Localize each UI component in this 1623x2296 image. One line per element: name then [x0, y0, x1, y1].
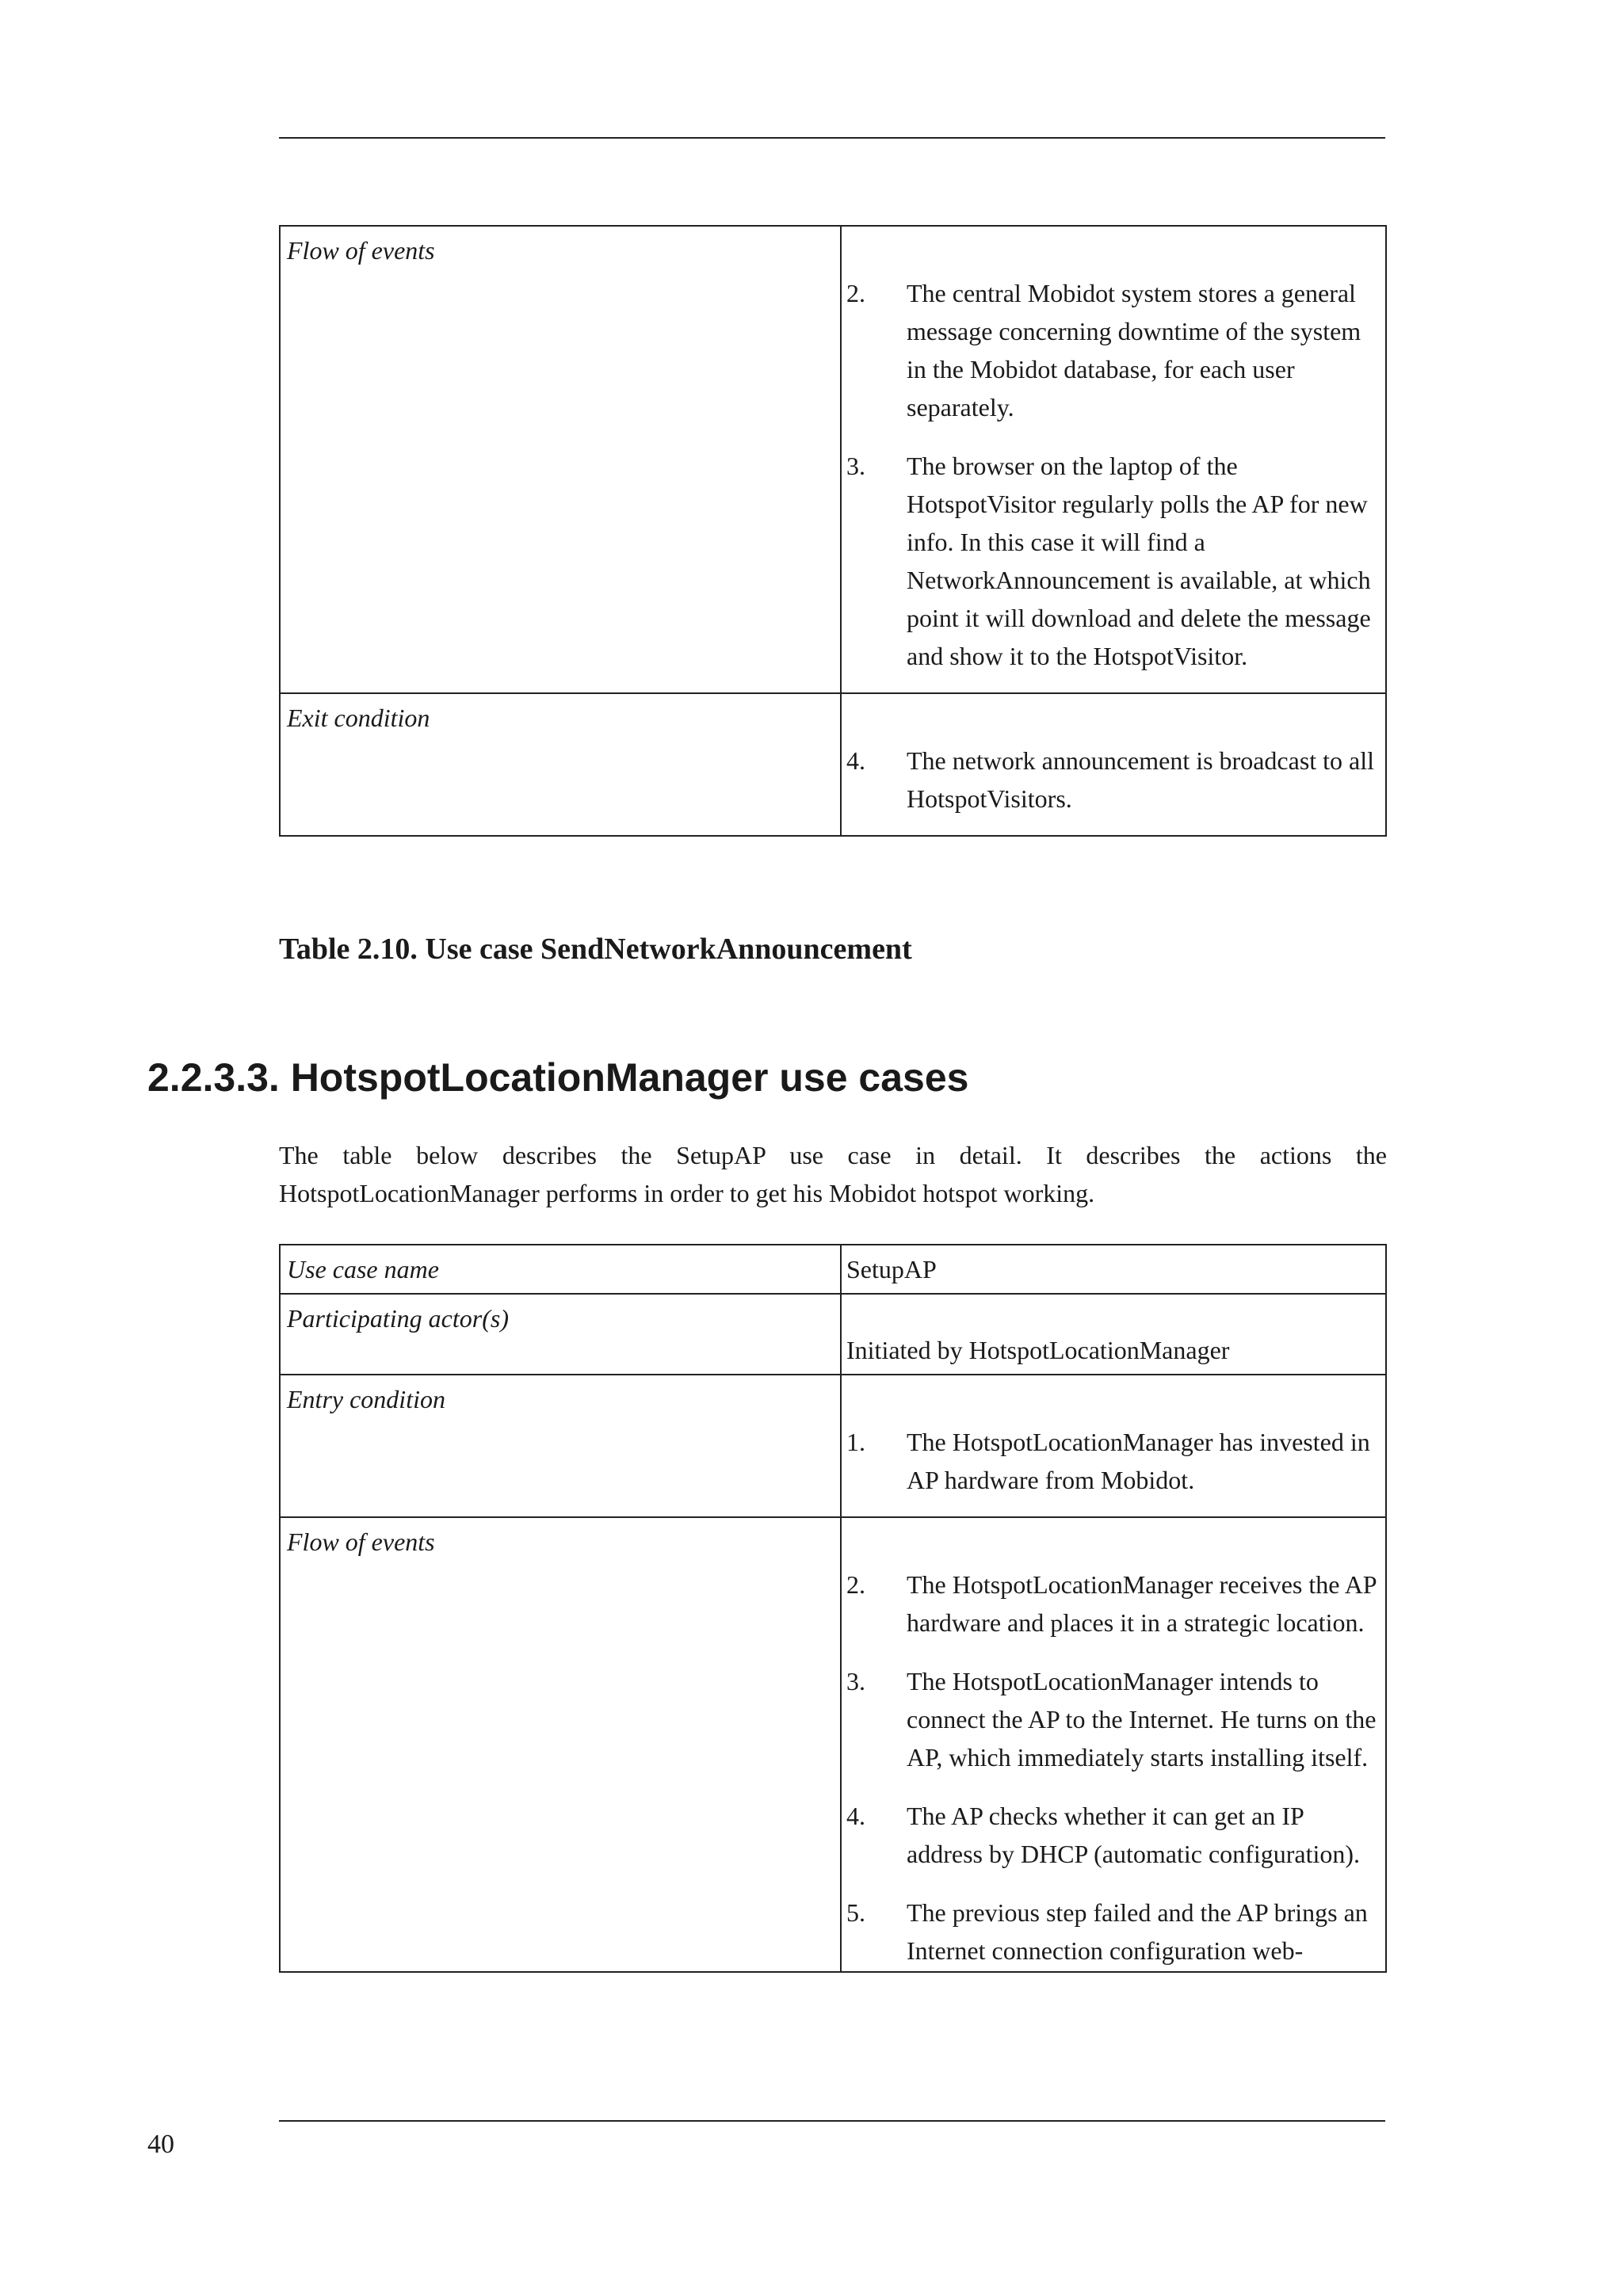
- footer-rule: [279, 2120, 1385, 2122]
- table-row: [280, 1294, 1386, 1375]
- page-number: 40: [147, 2130, 174, 2159]
- row-label: Use case name: [280, 1245, 841, 1294]
- row-value: [841, 226, 1386, 693]
- row-label: Entry condition: [280, 1375, 841, 1517]
- row-value: Initiated by HotspotLocationManager: [841, 1294, 1386, 1375]
- list-item: 1. The HotspotLocationManager has invested in AP hardware from Mobidot.: [846, 1428, 1370, 1494]
- list-item: 3. The browser on the laptop of the HotspotVisitor regularly polls the AP for new info. In this case it will find a NetworkAnnouncement is available, at which point it will download and delete the message and show it to the HotspotVisitor.: [846, 452, 1371, 670]
- intro-paragraph: The table below describes the SetupAP use case in detail. It describes the actions the HotspotLocationManager performs in order to get his Mobidot hotspot working.: [279, 1141, 1387, 1207]
- row-label: Flow of events: [280, 226, 841, 693]
- row-label: Participating actor(s): [280, 1294, 841, 1375]
- table-row: [280, 693, 1386, 836]
- table-row: [280, 1375, 1386, 1517]
- use-case-table-continued: [279, 225, 1387, 837]
- row-label: Exit condition: [280, 693, 841, 836]
- list-item: 2. The central Mobidot system stores a general message concerning downtime of the system in the Mobidot database, for each user separately.: [846, 279, 1361, 421]
- table-row: [280, 226, 1386, 693]
- list-item: 3. The HotspotLocationManager intends to connect the AP to the Internet. He turns on the AP, which immediately starts installing itself.: [846, 1667, 1377, 1772]
- table-row: [280, 1245, 1386, 1294]
- use-case-table-setupap: [279, 1244, 1387, 1973]
- header-rule: [279, 137, 1385, 139]
- row-label: Flow of events: [280, 1517, 841, 1972]
- row-value: [841, 693, 1386, 836]
- row-value: SetupAP: [841, 1245, 1386, 1294]
- row-value: [841, 1375, 1386, 1517]
- section-heading: 2.2.3.3. HotspotLocationManager use cases: [147, 1055, 969, 1100]
- list-item: 4. The AP checks whether it can get an IP address by DHCP (automatic configuration).: [846, 1802, 1361, 1868]
- table-row: [280, 1517, 1386, 1972]
- row-value: [841, 1517, 1386, 1972]
- list-item: 5. The previous step failed and the AP brings an Internet connection configuration web-: [846, 1898, 1368, 1965]
- list-item: 4. The network announcement is broadcast to all HotspotVisitors.: [846, 746, 1375, 813]
- table-caption: Table 2.10. Use case SendNetworkAnnouncement: [279, 933, 912, 966]
- list-item: 2. The HotspotLocationManager receives the AP hardware and places it in a strategic location.: [846, 1570, 1377, 1637]
